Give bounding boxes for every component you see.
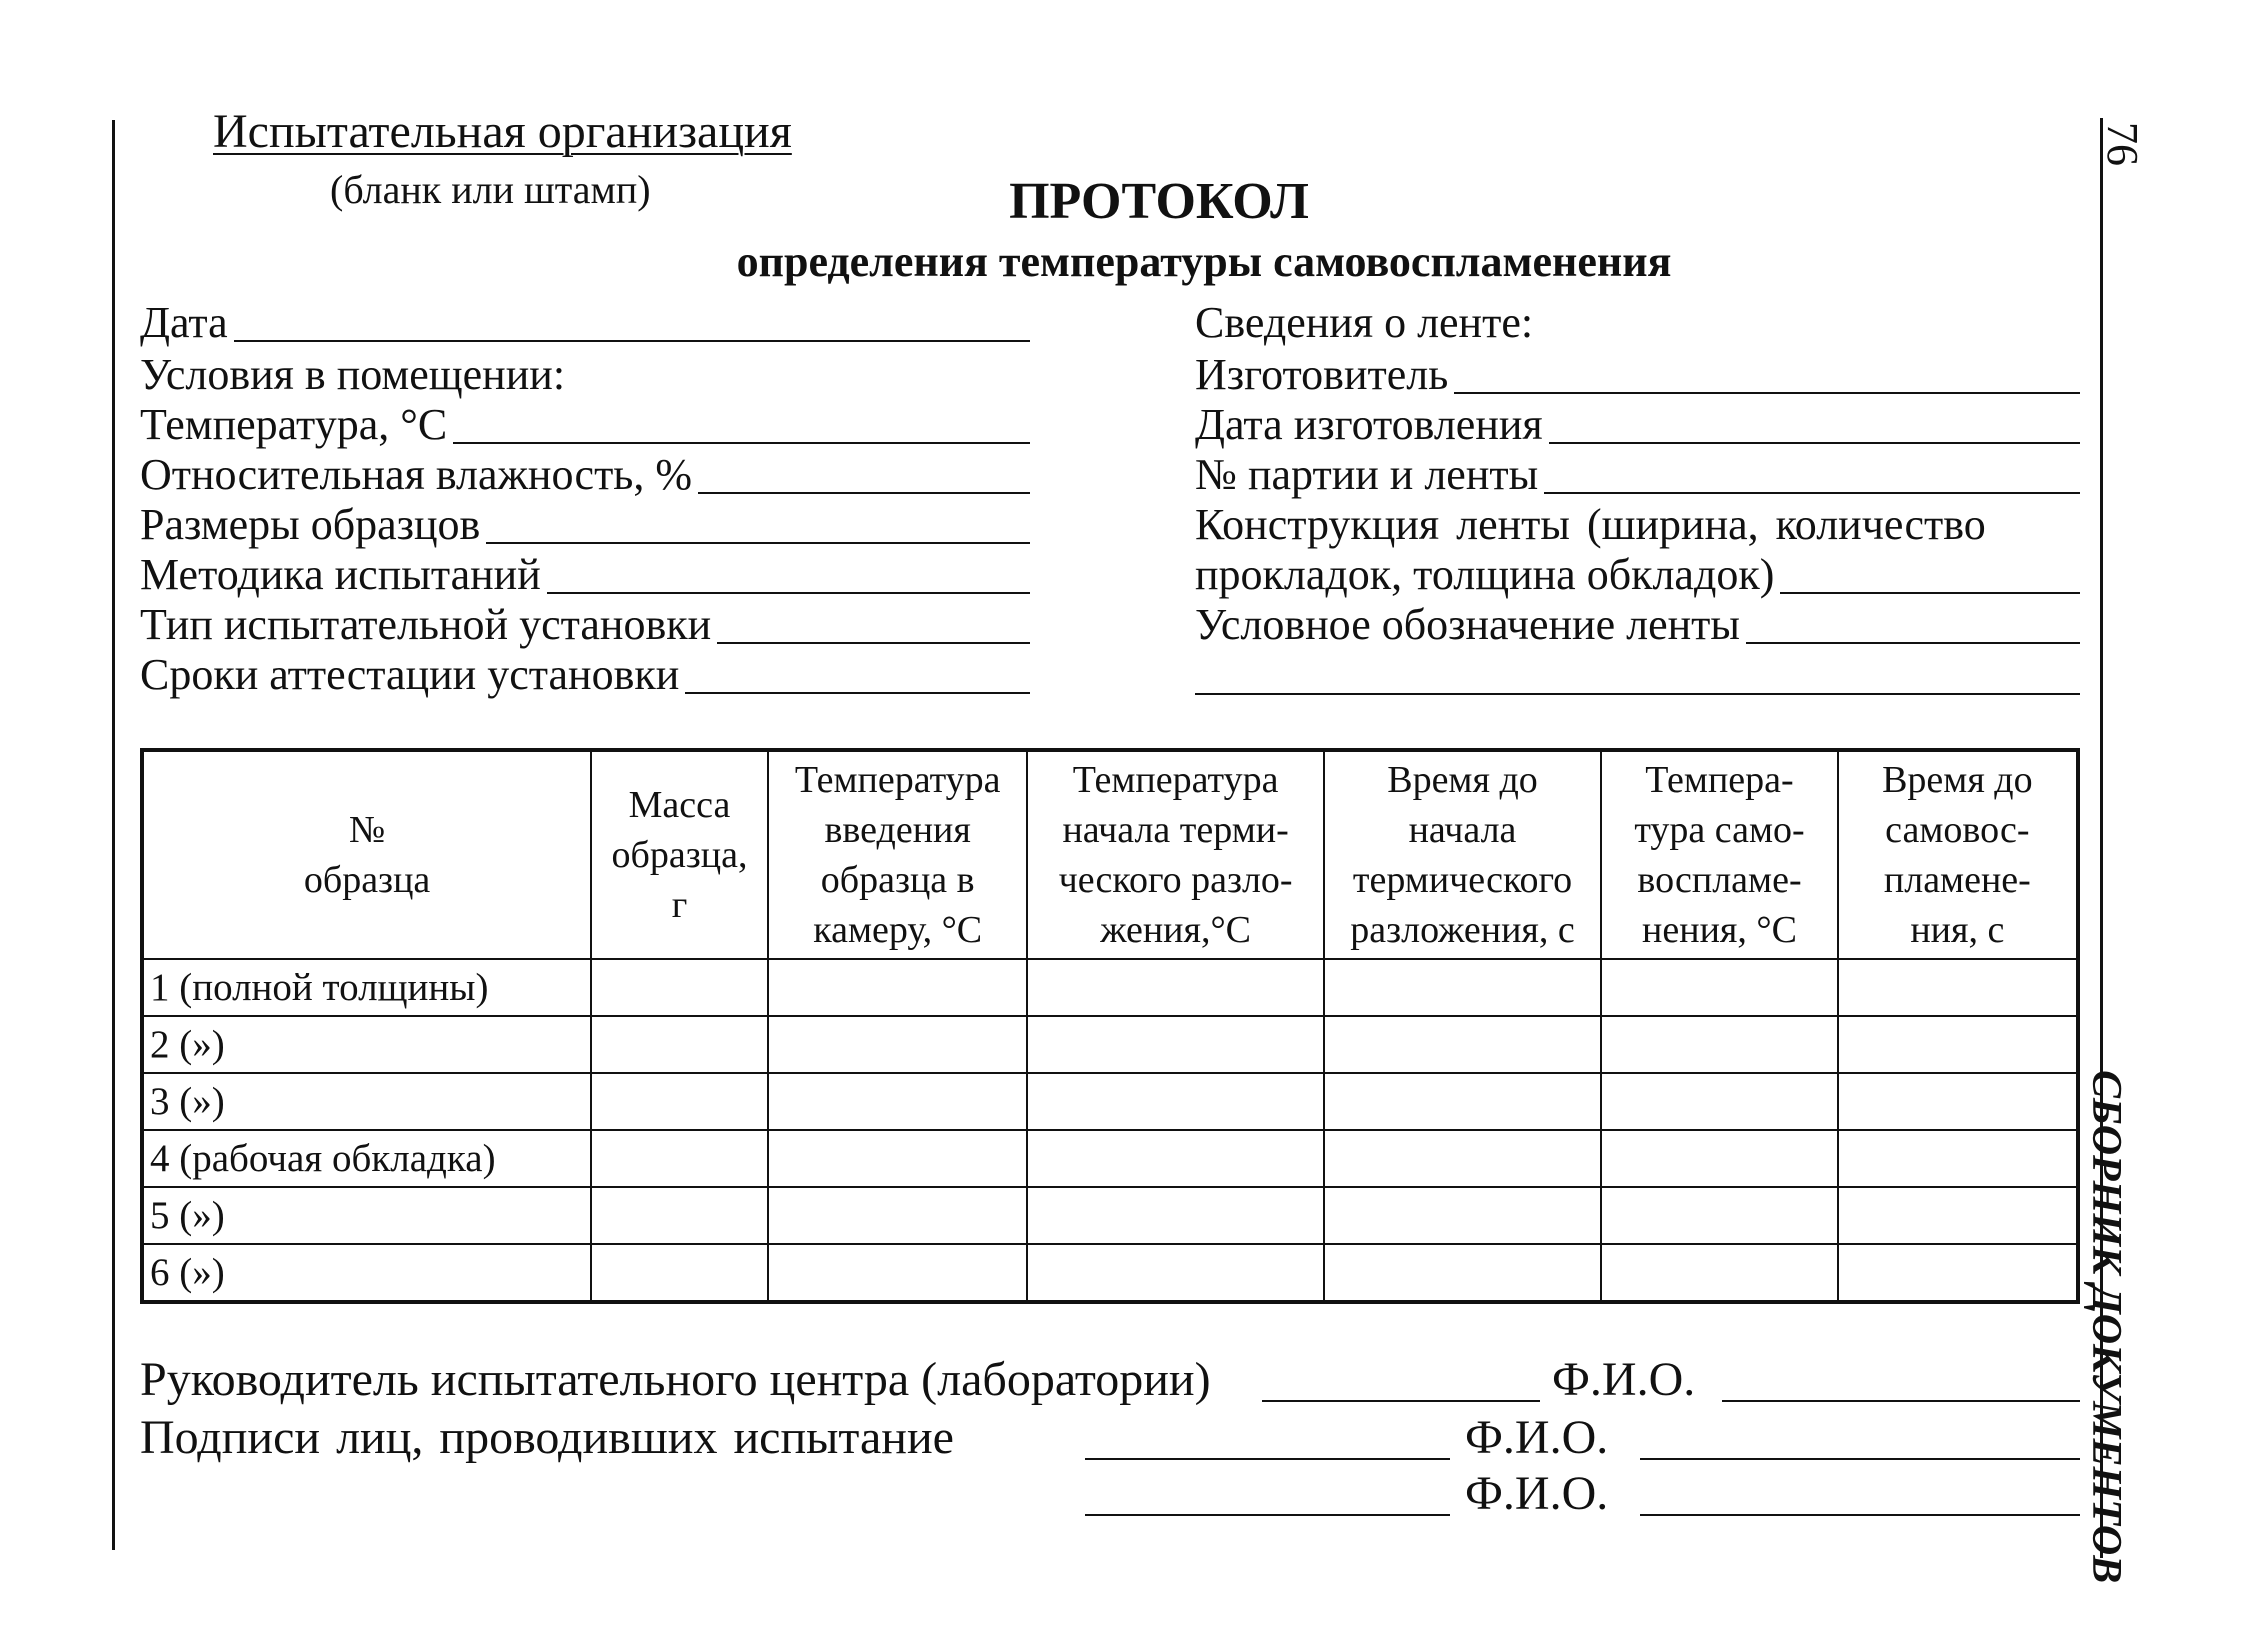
collection-title: СБОРНИК ДОКУМЕНТОВ — [2083, 1070, 2129, 1584]
table-cell[interactable] — [1027, 1244, 1323, 1302]
tape-designation-field[interactable] — [1195, 600, 2080, 650]
head-signature-blank[interactable] — [1262, 1400, 1540, 1402]
stamp-note: (бланк или штамп) — [330, 167, 651, 212]
table-cell[interactable] — [1324, 1187, 1602, 1244]
results-table — [140, 748, 2080, 1304]
certification-dates-blank[interactable] — [685, 691, 1030, 694]
collection-margin — [2083, 1070, 2160, 1584]
table-cell[interactable] — [591, 1130, 768, 1187]
certification-dates-label: Сроки аттестации установки — [140, 650, 680, 699]
temperature-field[interactable] — [140, 400, 1030, 450]
tape-construction-cont-label: прокладок, толщина обкладок) — [1195, 550, 1775, 599]
table-cell[interactable] — [591, 1187, 768, 1244]
certification-dates-field[interactable] — [140, 650, 1030, 700]
table-row — [142, 1130, 2078, 1187]
page-number: 76 — [2098, 122, 2147, 166]
table-cell[interactable] — [768, 1073, 1028, 1130]
sample-size-blank[interactable] — [486, 541, 1030, 544]
tape-extra-blank[interactable] — [1195, 693, 2080, 695]
header-sample-mass: Масса образца, г — [591, 750, 768, 959]
table-cell[interactable] — [1324, 1130, 1602, 1187]
table-cell[interactable] — [1324, 959, 1602, 1016]
tape-info-label: Сведения о ленте: — [1195, 298, 1534, 347]
date-blank[interactable] — [234, 339, 1030, 342]
head-fio-blank[interactable] — [1722, 1400, 2080, 1402]
tape-construction-label: Конструкция ленты (ширина, количество — [1195, 500, 1986, 549]
table-cell[interactable] — [768, 1016, 1028, 1073]
manufacturer-label: Изготовитель — [1195, 350, 1449, 399]
table-row — [142, 1244, 2078, 1302]
test-method-blank[interactable] — [547, 591, 1030, 594]
table-cell[interactable] — [768, 1244, 1028, 1302]
table-cell[interactable] — [591, 1073, 768, 1130]
header-insertion-temperature: Температура введения образца в камеру, °С — [768, 750, 1028, 959]
protocol-subtitle: определения температуры самовоспламенения — [736, 237, 1672, 286]
table-cell[interactable] — [1324, 1073, 1602, 1130]
table-row — [142, 959, 2078, 1016]
installation-type-label: Тип испытательной установки — [140, 600, 712, 649]
table-cell[interactable] — [591, 959, 768, 1016]
head-of-center-label: Руководитель испытательного центра (лаборатории) — [140, 1353, 1211, 1406]
header-decomposition-start-temperature: Температура начала терми- ческого разло- жения,°С — [1027, 750, 1323, 959]
table-header-row — [142, 750, 2078, 959]
table-cell[interactable] — [1838, 1130, 2078, 1187]
batch-number-blank[interactable] — [1544, 491, 2080, 494]
tape-designation-blank[interactable] — [1746, 641, 2080, 644]
table-cell[interactable] — [768, 1187, 1028, 1244]
row-label: 6 (») — [142, 1244, 591, 1302]
header-time-to-decomposition: Время до начала термического разложения, с — [1324, 750, 1602, 959]
table-cell[interactable] — [1601, 1244, 1837, 1302]
table-cell[interactable] — [1601, 1187, 1837, 1244]
tester1-fio-label: Ф.И.О. — [1465, 1411, 1609, 1464]
sample-size-field[interactable] — [140, 500, 1030, 550]
batch-number-label: № партии и ленты — [1195, 450, 1539, 499]
header-ignition-temperature: Темпера- тура само- воспламе- нения, °С — [1601, 750, 1837, 959]
humidity-field[interactable] — [140, 450, 1030, 500]
row-label: 5 (») — [142, 1187, 591, 1244]
manufacture-date-field[interactable] — [1195, 400, 2080, 450]
tape-construction-field[interactable] — [1195, 550, 2080, 600]
row-label: 2 (») — [142, 1016, 591, 1073]
table-cell[interactable] — [1027, 1016, 1323, 1073]
table-cell[interactable] — [768, 959, 1028, 1016]
installation-type-field[interactable] — [140, 600, 1030, 650]
tester1-fio-blank[interactable] — [1640, 1458, 2080, 1460]
testers-signatures-label: Подписи лиц, проводивших испытание — [140, 1411, 954, 1464]
table-cell[interactable] — [591, 1244, 768, 1302]
temperature-blank[interactable] — [453, 441, 1030, 444]
table-row — [142, 1016, 2078, 1073]
table-cell[interactable] — [768, 1130, 1028, 1187]
manufacture-date-blank[interactable] — [1549, 441, 2080, 444]
table-cell[interactable] — [1838, 959, 2078, 1016]
installation-type-blank[interactable] — [717, 641, 1030, 644]
tester2-fio-label: Ф.И.О. — [1465, 1467, 1609, 1520]
protocol-title: ПРОТОКОЛ — [1009, 173, 1309, 230]
table-row — [142, 1187, 2078, 1244]
tape-designation-label: Условное обозначение ленты — [1195, 600, 1740, 649]
table-cell[interactable] — [1027, 1073, 1323, 1130]
tape-construction-blank[interactable] — [1780, 591, 2080, 594]
tester2-signature-blank[interactable] — [1085, 1514, 1450, 1516]
table-cell[interactable] — [1324, 1016, 1602, 1073]
row-label: 4 (рабочая обкладка) — [142, 1130, 591, 1187]
manufacturer-blank[interactable] — [1454, 391, 2080, 394]
organization-label: Испытательная организация — [213, 105, 792, 158]
row-label: 3 (») — [142, 1073, 591, 1130]
table-row — [142, 1073, 2078, 1130]
table-cell[interactable] — [1838, 1187, 2078, 1244]
batch-number-field[interactable] — [1195, 450, 2080, 500]
test-method-label: Методика испытаний — [140, 550, 541, 599]
table-cell[interactable] — [1838, 1244, 2078, 1302]
head-fio-label: Ф.И.О. — [1552, 1353, 1696, 1406]
left-border-line — [112, 120, 115, 1550]
room-conditions-label: Условия в помещении: — [140, 350, 566, 399]
header-time-to-ignition: Время до самовос- пламене- ния, с — [1838, 750, 2078, 959]
date-label: Дата — [140, 298, 228, 347]
table-cell[interactable] — [1838, 1016, 2078, 1073]
table-cell[interactable] — [1324, 1244, 1602, 1302]
humidity-blank[interactable] — [698, 491, 1030, 494]
table-cell[interactable] — [1601, 1130, 1837, 1187]
table-cell[interactable] — [1601, 959, 1837, 1016]
table-cell[interactable] — [1027, 959, 1323, 1016]
table-cell[interactable] — [1601, 1073, 1837, 1130]
table-cell[interactable] — [1027, 1130, 1323, 1187]
date-field[interactable] — [140, 298, 1030, 348]
table-cell[interactable] — [1838, 1073, 2078, 1130]
tester1-signature-blank[interactable] — [1085, 1458, 1450, 1460]
temperature-label: Температура, °С — [140, 400, 448, 449]
test-method-field[interactable] — [140, 550, 1030, 600]
table-cell[interactable] — [591, 1016, 768, 1073]
row-label: 1 (полной толщины) — [142, 959, 591, 1016]
tester2-fio-blank[interactable] — [1640, 1514, 2080, 1516]
table-cell[interactable] — [1027, 1187, 1323, 1244]
humidity-label: Относительная влажность, % — [140, 450, 693, 499]
manufacture-date-label: Дата изготовления — [1195, 400, 1543, 449]
table-cell[interactable] — [1601, 1016, 1837, 1073]
manufacturer-field[interactable] — [1195, 350, 2080, 400]
header-sample-number: № образца — [142, 750, 591, 959]
sample-size-label: Размеры образцов — [140, 500, 481, 549]
